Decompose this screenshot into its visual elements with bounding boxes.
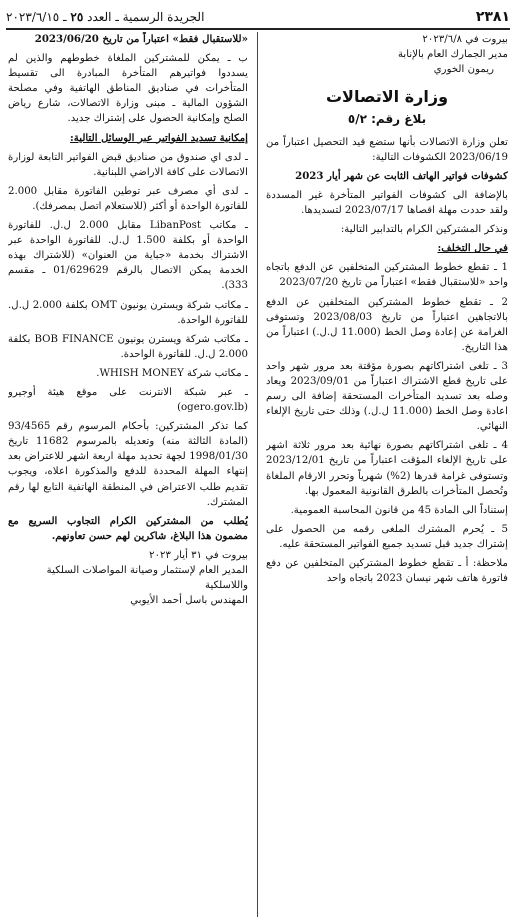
decree-reminder: كما تذكر المشتركين: بأحكام المرسوم رقم 93/4565 (المادة الثالثة منه) وتعديله بالمرسوم 11682 تاريخ 1998/01/30 لجهة تحديد مهلة اربعة اشهر للاعتراض بعد إنتهاء المهلة المحددة للدفع والمذكورة اعلاه، ويجوب تقديم طلب الاعتراض في المنطقة الهاتفية التابع لها رقم المشترك. [8,421,248,508]
left-column [8,32,248,917]
note-a-continued: «للاستقبال فقط» اعتباراً من تاريخ 2023/06/20 [34,33,248,45]
measure-5: 5 ـ يُحرم المشترك الملغى رقمه من الحصول على إشتراك جديد قبل تسديد جميع الفواتير المستحقة عليه. [266,523,508,550]
issue-date: ـ ٢٠٢٣/٦/١٥ [6,10,67,24]
telecom-sig-name: المهندس باسل أحمد الأيوبي [130,595,248,607]
customs-sig-name: ريمون الخوري [433,64,494,76]
payment-heading: إمكانية تسديد الفواتير عبر الوسائل التالية: [70,131,248,144]
payment-method-7: ـ عبر شبكة الانترنت على موقع هيئة أوجيرو (ogero.gov.lb) [8,386,248,414]
measure-2: 2 ـ تقطع خطوط المشتركين المتخلفين عن الدفع بالاتجاهين اعتباراً من تاريخ 2023/08/03 وتستوفى الغرامة عن إعادة وصل الخط (11.000 ل.ل.) اعتباراً من هذا التاريخ. [266,296,508,353]
measure-3: 3 ـ تلغى اشتراكاتهم بصورة مؤقتة بعد مرور شهر واحد على تاريخ قطع الاشتراك اعتباراً من 2023/09/01 ويعاد وصله بعد تسديد المتأخرات المستحقة إضافة الى رسم اعادة وصل الخط (11.000 ل.ل.) وذلك حتى تاريخ الإلغاء النهائي. [266,360,508,433]
page-number: ٢٣٨١ [475,9,510,25]
payment-method-3: ـ مكاتب LibanPost مقابل 2.000 ل.ل. للفاتورة الواحدة أو بكلفة 1.500 ل.ل. للفاتورة الواحدة عبر الاشتراك بخدمة «جباية من العنوان» (للاشتراك بهذه الخدمة يمكن الاتصال بالرقم 01/629629 ـ مقسم 333). [8,220,248,292]
header-title-block [6,10,204,24]
customs-signature [266,32,508,77]
customs-sig-role: مدير الجمارك العام بالإنابة [397,49,508,61]
measure-4-reference: إستناداً الى المادة 45 من قانون المحاسبة العمومية. [290,504,508,516]
payment-method-5: ـ مكاتب شركة ويسترن يونيون BOB FINANCE بكلفة 2.000 ل.ل. للفاتورة الواحدة. [8,333,248,360]
issue-number: ٢٥ [70,10,84,24]
note-b: ب ـ يمكن للمشتركين الملغاة خطوطهم والذين لم يسددوا فواتيرهم المتأخرة المبادرة الى تقسيط المتأخرات في صناديق المناطق الهاتفية وفي مصلحة الشؤون المالية ـ مبنى وزارة الاتصالات، شارع رياض الصلح وإمكانية الحصول على إشتراك جديد. [8,53,248,125]
payment-method-2: ـ لدى أي مصرف عبر توطين الفاتورة مقابل 2.000 للفاتورة الواحدة أو أكثر (للاستعلام اتصل بمصرفك). [8,185,248,212]
cooperation-request: يُطلب من المشتركين الكرام التجاوب السريع مع مضمون هذا البلاغ، شاكرين لهم حسن تعاونهم. [8,514,248,542]
failure-heading: في حال التخلف: [437,242,508,255]
addition-text: بالإضافة الى كشوفات الفواتير المتأخرة غير المسددة ولقد حددت مهلة اقصاها 2023/07/17 لتسديدها. [266,189,508,217]
notice-number: بلاغ رقم: ٥/٢ [347,111,427,126]
ministry-title: وزارة الاتصالات [325,87,449,107]
remind-text: ونذكر المشتركين الكرام بالتدابير التالية: [340,224,508,236]
payment-method-6: ـ مكاتب شركة WHISH MONEY. [96,367,248,379]
payment-method-4: ـ مكاتب شركة ويسترن يونيون OMT بكلفة 2.000 ل.ل. للفاتورة الواحدة. [8,299,248,326]
telecom-sig-role: المدير العام لإستثمار وصيانة المواصلات السلكية واللاسلكية [46,565,248,592]
telecom-signature [8,548,248,608]
column-divider [257,32,258,917]
measure-1: 1 ـ تقطع خطوط المشتركين المتخلفين عن الدفع باتجاه واحد «للاستقبال فقط» اعتباراً من تاريخ 2023/07/20 [266,262,508,289]
customs-sig-date: بيروت في ٢٠٢٣/٦/٨ [422,34,508,45]
right-column [266,32,508,917]
notice-intro: تعلن وزارة الاتصالات بأنها ستضع قيد التحصيل اعتباراً من 2023/06/19 الكشوفات التالية: [266,136,508,163]
page-header [6,6,510,30]
bills-heading: كشوفات فواتير الهاتف الثابت عن شهر أيار 2023 [295,169,508,182]
telecom-sig-date: بيروت في ٣١ أيار ٢٠٢٣ [149,549,248,561]
payment-method-1: ـ لدى اي صندوق من صناديق قبض الفواتير التابعة لوزارة الاتصالات على كافة الاراضي اللبنانية. [8,151,248,178]
note-a: ملاحظة: أ ـ تقطع خطوط المشتركين المتخلفين عن دفع فاتورة هاتف شهر نيسان 2023 باتجاه واحد [266,558,508,585]
gazette-title: الجريدة الرسمية ـ العدد [87,10,205,24]
measure-4: 4 ـ تلغى اشتراكاتهم بصورة نهائية بعد مرور ثلاثة اشهر على تاريخ الإلغاء المؤقت اعتباراً من تاريخ 2023/12/01 وتستوفى غرامة قدرها (2%) شهرياً وتحرر الارقام الملغاة وتُحصل المتأخرات بالطرق القانونية المعمول بها. [266,440,508,497]
